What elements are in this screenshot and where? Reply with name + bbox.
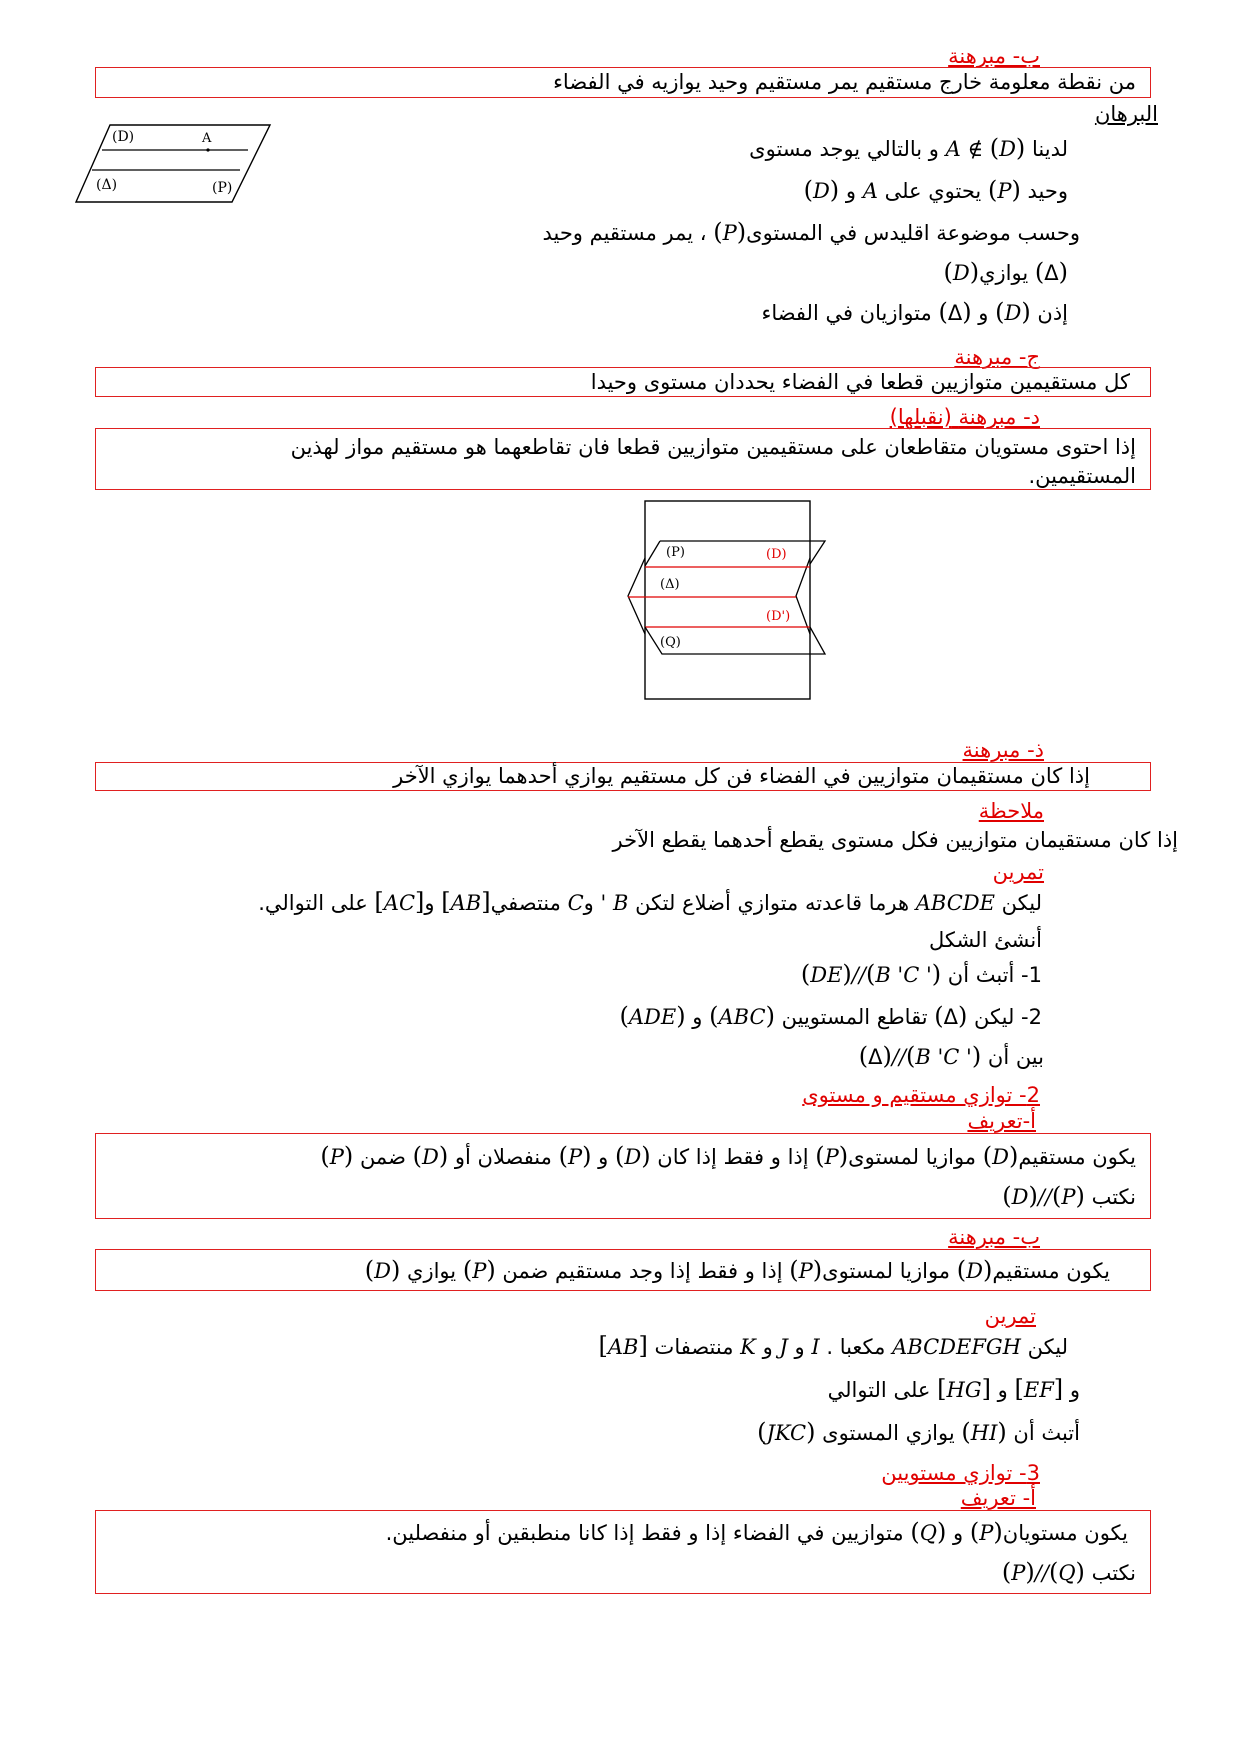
math-C: C — [567, 891, 584, 915]
exercise-2-head: تمرين — [984, 1304, 1036, 1328]
def-text: إذا و فقط إذا كان — [657, 1145, 809, 1169]
proof-text: يوازي — [979, 261, 1029, 285]
def-text: نكتب — [1091, 1185, 1136, 1209]
math-P: P — [824, 1145, 839, 1169]
exercise-text: هرما قاعدته متوازي أضلاع لتكن — [635, 891, 910, 915]
label-delta: (Δ) — [96, 177, 118, 193]
section-head-d-label: د- مبرهنة — [958, 405, 1040, 429]
exercise-text: منتصفات — [654, 1335, 734, 1359]
math-Delta: Δ — [947, 301, 963, 325]
proof-text: و بالتالي يوجد مستوى — [749, 137, 939, 161]
math-P: P — [472, 1259, 487, 1283]
proof-text: متوازيان في الفضاء — [761, 301, 932, 325]
math-I: I — [811, 1335, 820, 1359]
def-text: و — [598, 1145, 609, 1169]
math-Q: Q — [919, 1521, 937, 1545]
thm-text: إذا و فقط إذا وجد مستقيم ضمن — [502, 1259, 783, 1283]
section-head-b: ب- مبرهنة — [948, 44, 1040, 68]
math-D: D — [999, 137, 1016, 161]
plane-p-edge — [645, 541, 660, 566]
definition-2-line-1: يكون مستقيم(D) موازيا لمستوى(P) إذا و فقط إذا كان (D) و (P) منفصلان أو (D) ضمن (P) — [320, 1142, 1136, 1170]
math-P: P — [329, 1145, 344, 1169]
proof-line-1: لدينا (D) A ∉ و بالتالي يوجد مستوى — [749, 134, 1068, 162]
section-head-th: ذ- مبرهنة — [962, 738, 1044, 762]
label-delta: (Δ) — [660, 577, 680, 592]
proof-text: إذن — [1037, 301, 1068, 325]
figure-two-planes — [620, 496, 830, 706]
section-head-d-note: (نقبلها) — [889, 405, 952, 429]
label-p: (P) — [212, 180, 233, 196]
exercise-text: ليكن — [1027, 1335, 1068, 1359]
math-expr-de-bc: (DE)//(B 'C ') — [800, 960, 942, 988]
theorem-2-text: يكون مستقيم(D) موازيا لمستوى(P) إذا و فقط إذا وجد مستقيم ضمن (P) يوازي (D) — [364, 1256, 1110, 1284]
math-K: K — [740, 1335, 756, 1359]
math-AC: AC — [383, 891, 416, 915]
math-P: P — [997, 179, 1012, 203]
math-P: P — [798, 1259, 813, 1283]
def-text: نكتب — [1091, 1561, 1136, 1585]
exercise-text: ليكن — [1001, 891, 1042, 915]
math-expr-d-par-p: (D)//(P) — [1002, 1182, 1085, 1210]
section-head-j: ج- مبرهنة — [954, 345, 1040, 369]
point-a — [206, 148, 209, 151]
exercise-text: مكعبا . — [826, 1335, 886, 1359]
exercise-text: على التوالي — [827, 1378, 931, 1402]
label-p: (P) — [666, 545, 685, 560]
exercise-text: و — [583, 891, 594, 915]
exercise-text: و — [424, 891, 435, 915]
section-3-head: 3- توازي مستويين — [881, 1461, 1040, 1485]
note-text: إذا كان مستقيمان متوازيين فكل مستوى يقطع أحدهما يقطع الآخر — [612, 828, 1178, 852]
exercise-text: و — [692, 1005, 703, 1029]
exercise-1-line-3 — [801, 960, 1042, 989]
def-text: موازيا لمستوى — [848, 1145, 977, 1169]
proof-text: وحسب موضوعة اقليدس في المستوى — [746, 221, 1080, 245]
section-2-def-head: أ-تعريف — [967, 1109, 1036, 1133]
plane-frame — [645, 501, 810, 699]
math-Bp: B ' — [600, 891, 629, 915]
theorem-text-d-line1: إذا احتوى مستويان متقاطعان على مستقيمين متوازيين قطعا فان تقاطعهما هو مستقيم مواز لهذين — [290, 435, 1136, 459]
proof-text: يحتوي على — [884, 179, 982, 203]
proof-line-2: وحيد (P) يحتوي على A و (D) — [803, 176, 1068, 204]
math-P: P — [722, 221, 737, 245]
def-text: متوازيين في الفضاء إذا و فقط إذا كانا منطبقين أو منفصلين. — [385, 1521, 904, 1545]
math-Delta: Δ — [943, 1005, 958, 1029]
def-text: منفصلان أو — [454, 1145, 552, 1169]
definition-3-line-2 — [1002, 1558, 1136, 1587]
thm-text: موازيا لمستوى — [822, 1259, 951, 1283]
section-3-def-head: أ- تعريف — [960, 1486, 1036, 1510]
def-text: يكون مستويان — [1002, 1521, 1128, 1545]
math-D: D — [421, 1145, 439, 1169]
math-ABCDE: ABCDE — [915, 891, 995, 915]
label-dprime: (D') — [766, 609, 791, 624]
math-A: A — [862, 179, 878, 203]
fold-right — [796, 558, 810, 634]
exercise-1-line-5 — [859, 1042, 1044, 1071]
label-a: A — [202, 131, 212, 146]
math-JKC: JKC — [766, 1421, 807, 1445]
label-q: (Q) — [660, 635, 681, 650]
exercise-text: تقاطع المستويين — [781, 1005, 928, 1029]
proof-line-4: (Δ) يوازي(D) — [943, 258, 1068, 286]
exercise-2-line-1: ليكن ABCDEFGH مكعبا . I و J و K منتصفات [AB] — [598, 1332, 1068, 1360]
math-expr-p-par-q: (P)//(Q) — [1001, 1558, 1085, 1586]
math-D: D — [992, 1145, 1009, 1169]
exercise-text: و — [997, 1378, 1008, 1402]
exercise-text: أتبث أن — [1013, 1421, 1080, 1445]
math-D: D — [966, 1259, 983, 1283]
math-HG: HG — [946, 1378, 982, 1402]
exercise-text: و — [762, 1335, 773, 1359]
proof-title: البرهان — [1094, 102, 1158, 126]
proof-text: و — [978, 301, 989, 325]
thm-text: يوازي — [407, 1259, 457, 1283]
exercise-text: يوازي المستوى — [822, 1421, 955, 1445]
math-ADE: ADE — [628, 1005, 677, 1029]
math-D: D — [374, 1259, 391, 1283]
math-P: P — [567, 1145, 583, 1169]
exercise-1-line-1: ليكن ABCDE هرما قاعدته متوازي أضلاع لتكن B ' وC منتصفي[AB] و[AC] على التوالي. — [258, 888, 1042, 916]
math-AB: AB — [450, 891, 482, 915]
section-head-d — [890, 403, 1040, 431]
definition-3-line-1: يكون مستويان(P) و (Q) متوازيين في الفضاء إذا و فقط إذا كانا منطبقين أو منفصلين. — [385, 1518, 1128, 1546]
exercise-1-line-4: 2- ليكن (Δ) تقاطع المستويين (ABC) و (ADE) — [619, 1002, 1042, 1030]
note-head: ملاحظة — [978, 799, 1044, 823]
proof-text: ، يمر مستقيم وحيد — [542, 221, 707, 245]
exercise-text: و — [794, 1335, 805, 1359]
exercise-2-line-2: و [EF] و [HG] على التوالي — [827, 1375, 1080, 1403]
exercise-text: 2- ليكن — [974, 1005, 1042, 1029]
theorem-text-b: من نقطة معلومة خارج مستقيم يمر مستقيم وحيد يوازيه في الفضاء — [553, 70, 1136, 94]
math-D: D — [812, 179, 830, 203]
exercise-2-line-3: أتبث أن (HI) يوازي المستوى (JKC) — [757, 1418, 1080, 1446]
section-2-head: 2- توازي مستقيم و مستوى — [802, 1083, 1040, 1107]
math-D: D — [624, 1145, 642, 1169]
proof-text: و — [845, 179, 857, 203]
thm-text: يكون مستقيم — [992, 1259, 1110, 1283]
math-expr-delta-bc: (Δ)//(B 'C ') — [858, 1042, 982, 1070]
math-J: J — [779, 1335, 788, 1359]
math-A-notin: A ∉ — [945, 137, 984, 161]
exercise-text: 1- أتبث أن — [947, 963, 1042, 987]
theorem-text-th: إذا كان مستقيمان متوازيين في الفضاء فن كل مستقيم يوازي أحدهما يوازي الآخر — [393, 764, 1090, 788]
math-ABCDEFGH: ABCDEFGH — [892, 1335, 1021, 1359]
proof-text: وحيد — [1027, 179, 1068, 203]
exercise-1-head: تمرين — [992, 860, 1044, 884]
math-D: D — [952, 261, 970, 285]
proof-text: لدينا — [1031, 137, 1068, 161]
exercise-1-line-2: أنشئ الشكل — [928, 928, 1042, 952]
def-text: و — [953, 1521, 964, 1545]
figure-plane-lines — [72, 120, 272, 210]
exercise-text: بين أن — [987, 1045, 1044, 1069]
math-EF: EF — [1023, 1378, 1054, 1402]
theorem-text-d-line2: المستقيمين. — [1028, 464, 1136, 488]
definition-2-line-2 — [1002, 1182, 1136, 1211]
fold-left — [628, 558, 645, 634]
math-Delta: Δ — [1044, 261, 1059, 285]
math-HI: HI — [970, 1421, 998, 1445]
def-text: ضمن — [359, 1145, 406, 1169]
math-AB: AB — [607, 1335, 639, 1359]
section-2-thm-head: ب- مبرهنة — [948, 1225, 1040, 1249]
math-P: P — [979, 1521, 994, 1545]
label-d: (D) — [112, 129, 135, 145]
label-d: (D) — [766, 547, 787, 562]
math-ABC: ABC — [718, 1005, 766, 1029]
exercise-text: و — [1069, 1378, 1080, 1402]
theorem-text-j: كل مستقيمين متوازيين قطعا في الفضاء يحددان مستوى وحيدا — [590, 370, 1130, 394]
proof-line-3: وحسب موضوعة اقليدس في المستوى(P) ، يمر مستقيم وحيد — [542, 218, 1080, 246]
exercise-text: على التوالي. — [258, 891, 368, 915]
math-D: D — [1004, 301, 1022, 325]
def-text: يكون مستقيم — [1018, 1145, 1136, 1169]
exercise-text: منتصفي — [490, 891, 561, 915]
proof-line-5: إذن (D) و (Δ) متوازيان في الفضاء — [761, 298, 1068, 326]
